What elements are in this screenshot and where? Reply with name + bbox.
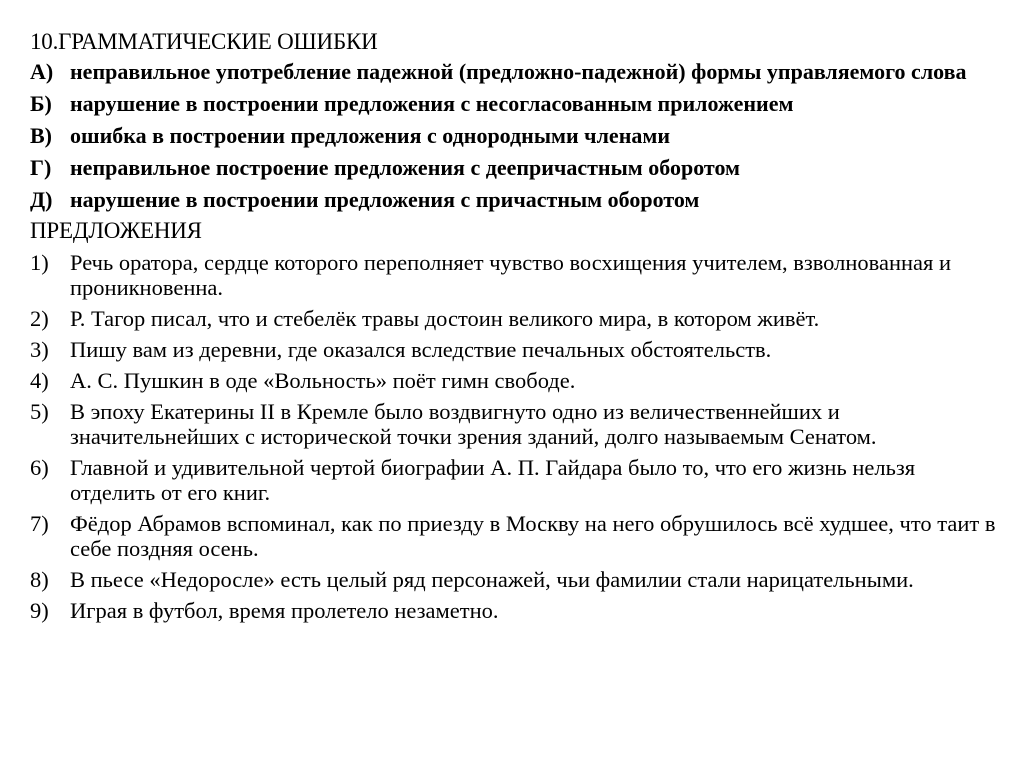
sentence-item xyxy=(30,399,1005,449)
sentence-item-text: В эпоху Екатерины II в Кремле было воздвигнуто одно из величественнейших и значительнейших с исторической точки зрения зданий, долго называемым Сенатом. xyxy=(70,399,877,449)
error-item-text: ошибка в построении предложения с однородными членами xyxy=(70,123,671,148)
sentence-item-text: Главной и удивительной чертой биографии А. П. Гайдара было то, что его жизнь нельзя отделить от его книг. xyxy=(70,455,916,505)
error-item-marker: Г) xyxy=(30,155,52,180)
sentences-title: ПРЕДЛОЖЕНИЯ xyxy=(30,218,202,243)
error-item xyxy=(30,124,1005,147)
sentence-item xyxy=(30,250,1005,300)
sentence-item-text: Р. Тагор писал, что и стебелёк травы достоин великого мира, в котором живёт. xyxy=(70,306,820,331)
sentence-item xyxy=(30,567,1005,592)
sentence-item-text: Играя в футбол, время пролетело незаметно. xyxy=(70,598,499,623)
sentence-item-text: Речь оратора, сердце которого переполняет чувство восхищения учителем, взволнованная и проникновенна. xyxy=(70,250,952,300)
error-item xyxy=(30,92,1005,115)
sentence-item xyxy=(30,455,1005,505)
sentence-item xyxy=(30,511,1005,561)
slide-content xyxy=(30,28,1005,629)
error-types-list xyxy=(30,60,1005,211)
error-item-marker: В) xyxy=(30,123,52,148)
sentence-item-marker: 8) xyxy=(30,567,49,592)
error-item-marker: Б) xyxy=(30,91,52,116)
error-item-text: неправильное построение предложения с деепричастным оборотом xyxy=(70,155,741,180)
sentence-item-marker: 2) xyxy=(30,306,49,331)
sentence-item-marker: 6) xyxy=(30,455,49,480)
sentence-item-marker: 3) xyxy=(30,337,49,362)
sentence-item xyxy=(30,368,1005,393)
error-item-marker: Д) xyxy=(30,187,53,212)
error-item xyxy=(30,60,1005,83)
sentence-item-text: В пьесе «Недоросле» есть целый ряд персонажей, чьи фамилии стали нарицательными. xyxy=(70,567,914,592)
error-item-text: неправильное употребление падежной (предложно-падежной) формы управляемого слова xyxy=(70,59,967,84)
error-item-text: нарушение в построении предложения с причастным оборотом xyxy=(70,187,700,212)
error-item xyxy=(30,188,1005,211)
page-title: 10.ГРАММАТИЧЕСКИЕ ОШИБКИ xyxy=(30,29,378,54)
sentences-list xyxy=(30,250,1005,623)
sentence-item xyxy=(30,598,1005,623)
error-item-marker: А) xyxy=(30,59,54,84)
sentence-item xyxy=(30,337,1005,362)
sentence-item-marker: 9) xyxy=(30,598,49,623)
sentence-item-text: А. С. Пушкин в оде «Вольность» поёт гимн свободе. xyxy=(70,368,576,393)
error-item xyxy=(30,156,1005,179)
sentence-item-marker: 1) xyxy=(30,250,49,275)
sentence-item xyxy=(30,306,1005,331)
error-item-text: нарушение в построении предложения с несогласованным приложением xyxy=(70,91,794,116)
sentence-item-text: Пишу вам из деревни, где оказался вследствие печальных обстоятельств. xyxy=(70,337,772,362)
sentence-item-marker: 5) xyxy=(30,399,49,424)
sentence-item-text: Фёдор Абрамов вспоминал, как по приезду в Москву на него обрушилось всё худшее, что таит в себе поздняя осень. xyxy=(70,511,996,561)
sentence-item-marker: 4) xyxy=(30,368,49,393)
sentence-item-marker: 7) xyxy=(30,511,49,536)
